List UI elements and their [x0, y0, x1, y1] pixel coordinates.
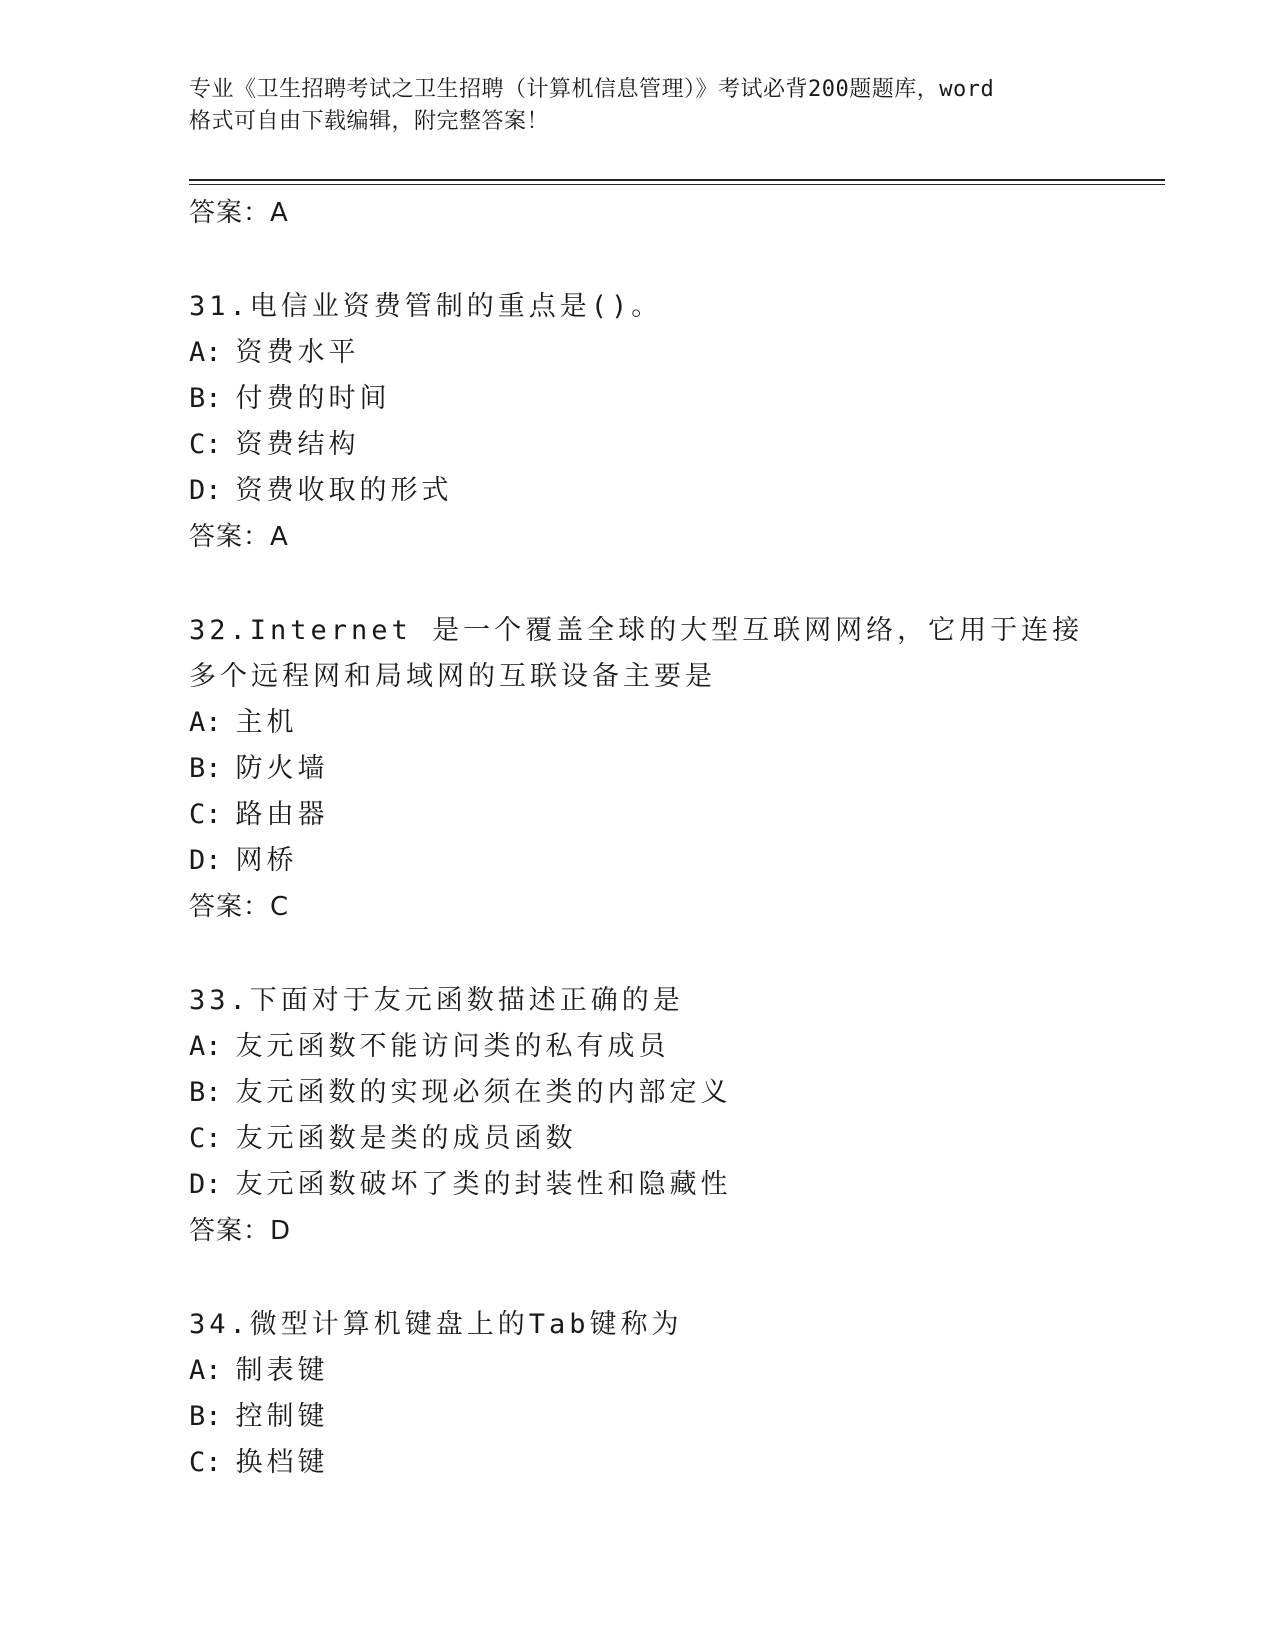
option-text: 网桥	[235, 845, 298, 876]
option-b	[189, 746, 1089, 792]
option-letter: A:	[189, 1031, 222, 1062]
option-b	[189, 376, 1089, 422]
option-text: 换档键	[235, 1447, 329, 1478]
option-letter: C:	[189, 429, 222, 460]
question-32	[189, 608, 1089, 930]
option-c	[189, 1440, 1089, 1486]
option-text: 控制键	[235, 1401, 329, 1432]
option-letter: D:	[189, 845, 222, 876]
option-text: 防火墙	[235, 753, 329, 784]
option-d	[189, 468, 1089, 514]
option-letter: B:	[189, 383, 222, 414]
answer-line: 答案：A	[189, 522, 289, 552]
answer-line: 答案：D	[189, 1216, 292, 1246]
option-c	[189, 422, 1089, 468]
option-letter: A:	[189, 707, 222, 738]
option-text: 资费收取的形式	[235, 475, 453, 506]
option-letter: C:	[189, 799, 222, 830]
option-letter: A:	[189, 1355, 222, 1386]
option-d	[189, 1162, 1089, 1208]
question-stem: 32.Internet 是一个覆盖全球的大型互联网网络，它用于连接多个远程网和局域网的互联设备主要是	[189, 615, 1084, 692]
option-a	[189, 1348, 1089, 1394]
option-b	[189, 1070, 1089, 1116]
question-31	[189, 284, 1089, 560]
option-letter: C:	[189, 1123, 222, 1154]
option-a	[189, 700, 1089, 746]
option-letter: B:	[189, 753, 222, 784]
option-a	[189, 330, 1089, 376]
option-text: 付费的时间	[235, 383, 391, 414]
question-stem: 31.电信业资费管制的重点是()。	[189, 291, 663, 322]
option-letter: D:	[189, 475, 222, 506]
option-b	[189, 1394, 1089, 1440]
question-34	[189, 1302, 1089, 1486]
header-line-2: 格式可自由下载编辑，附完整答案！	[189, 109, 550, 134]
question-stem: 34.微型计算机键盘上的Tab键称为	[189, 1309, 683, 1340]
question-list	[189, 190, 1089, 1486]
option-text: 资费水平	[235, 337, 360, 368]
question-33	[189, 978, 1089, 1254]
option-text: 制表键	[235, 1355, 329, 1386]
option-letter: D:	[189, 1169, 222, 1200]
option-letter: B:	[189, 1401, 222, 1432]
option-text: 友元函数的实现必须在类的内部定义	[235, 1077, 732, 1108]
option-letter: C:	[189, 1447, 222, 1478]
option-c	[189, 1116, 1089, 1162]
option-text: 友元函数破坏了类的封装性和隐藏性	[235, 1169, 732, 1200]
option-text: 主机	[235, 707, 298, 738]
header-divider-thin	[189, 184, 1165, 185]
option-a	[189, 1024, 1089, 1070]
option-text: 资费结构	[235, 429, 360, 460]
document-header	[189, 74, 1089, 138]
option-text: 友元函数是类的成员函数	[235, 1123, 577, 1154]
option-d	[189, 838, 1089, 884]
option-letter: B:	[189, 1077, 222, 1108]
answer-line: 答案：C	[189, 892, 290, 922]
answer-line: 答案：A	[189, 198, 289, 228]
header-divider-thick	[189, 179, 1165, 181]
option-letter: A:	[189, 337, 222, 368]
option-text: 友元函数不能访问类的私有成员	[235, 1031, 670, 1062]
header-line-1: 专业《卫生招聘考试之卫生招聘（计算机信息管理）》考试必背200题题库，word	[189, 77, 995, 102]
question-stem: 33.下面对于友元函数描述正确的是	[189, 985, 684, 1016]
option-c	[189, 792, 1089, 838]
option-text: 路由器	[235, 799, 329, 830]
